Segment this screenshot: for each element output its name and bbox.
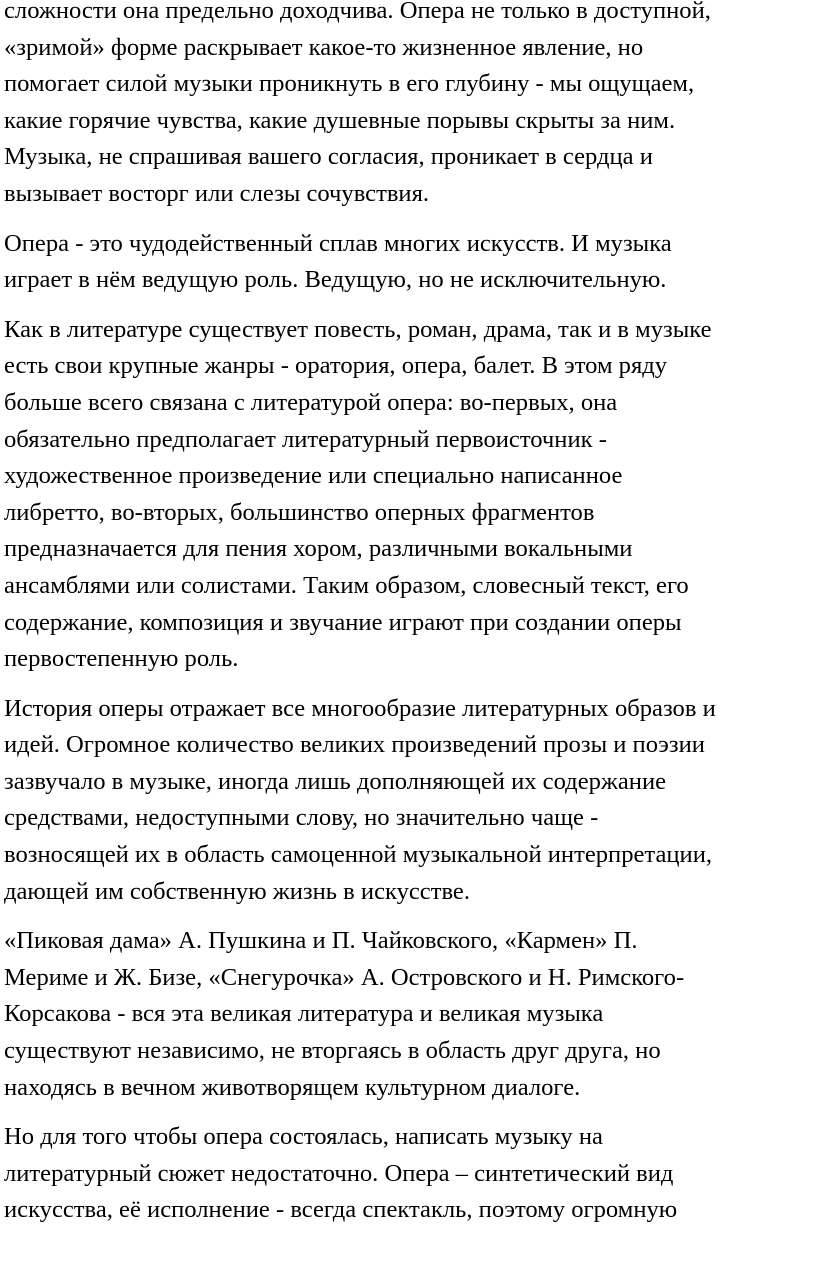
text-line: предназначается для пения хором, различными вокальными — [4, 535, 633, 563]
text-line: искусства, её исполнение - всегда спектакль, поэтому огромную — [4, 1196, 678, 1224]
text-line: Мериме и Ж. Бизе, «Снегурочка» А. Островского и Н. Римского- — [4, 963, 685, 991]
text-line: «Пиковая дама» А. Пушкина и П. Чайковского, «Кармен» П. — [4, 927, 638, 955]
text-line: возносящей их в область самоценной музыкальной интерпретации, — [4, 841, 713, 869]
text-line: помогает силой музыки проникнуть в его глубину - мы ощущаем, — [4, 70, 695, 98]
text-line: художественное произведение или специально написанное — [4, 462, 623, 490]
text-line: идей. Огромное количество великих произведений прозы и поэзии — [4, 731, 705, 759]
text-line: первостепенную роль. — [4, 645, 239, 673]
paragraph — [4, 226, 812, 299]
paragraph — [4, 1119, 812, 1229]
text-line: «зримой» форме раскрывает какое-то жизненное явление, но — [4, 33, 644, 61]
text-line: зазвучало в музыке, иногда лишь дополняющей их содержание — [4, 767, 667, 795]
text-line: какие горячие чувства, какие душевные порывы скрыты за ним. — [4, 106, 676, 134]
text-line: дающей им собственную жизнь в искусстве. — [4, 877, 470, 905]
text-line: Но для того чтобы опера состоялась, написать музыку на — [4, 1123, 603, 1151]
text-line: литературный сюжет недостаточно. Опера – синтетический вид — [4, 1159, 674, 1187]
text-line: средствами, недоступными слову, но значительно чаще - — [4, 804, 599, 832]
text-line: находясь в вечном животворящем культурном диалоге. — [4, 1073, 581, 1101]
text-line: существуют независимо, не вторгаясь в область друг друга, но — [4, 1037, 661, 1065]
text-line: обязательно предполагает литературный первоисточник - — [4, 425, 607, 453]
text-line: сложности она предельно доходчива. Опера не только в доступной, — [4, 0, 711, 24]
text-line: Опера - это чудодейственный сплав многих искусств. И музыка — [4, 229, 672, 257]
paragraph — [4, 923, 812, 1106]
text-line: играет в нём ведущую роль. Ведущую, но не исключительную. — [4, 266, 667, 294]
text-line: Корсакова - вся эта великая литература и великая музыка — [4, 1000, 604, 1028]
text-line: ансамблями или солистами. Таким образом, словесный текст, его — [4, 571, 689, 599]
text-line: История оперы отражает все многообразие литературных образов и — [4, 694, 716, 722]
text-line: Музыка, не спрашивая вашего согласия, проникает в сердца и — [4, 143, 653, 171]
paragraph — [4, 691, 812, 911]
text-line: есть свои крупные жанры - оратория, опера, балет. В этом ряду — [4, 352, 668, 380]
paragraph — [4, 0, 812, 213]
text-line: содержание, композиция и звучание играют при создании оперы — [4, 608, 682, 636]
paragraph — [4, 312, 812, 678]
text-line: вызывает восторг или слезы сочувствия. — [4, 179, 430, 207]
text-line: Как в литературе существует повесть, роман, драма, так и в музыке — [4, 315, 712, 343]
text-line: больше всего связана с литературой опера: во-первых, она — [4, 388, 618, 416]
text-line: либретто, во-вторых, большинство оперных фрагментов — [4, 498, 595, 526]
